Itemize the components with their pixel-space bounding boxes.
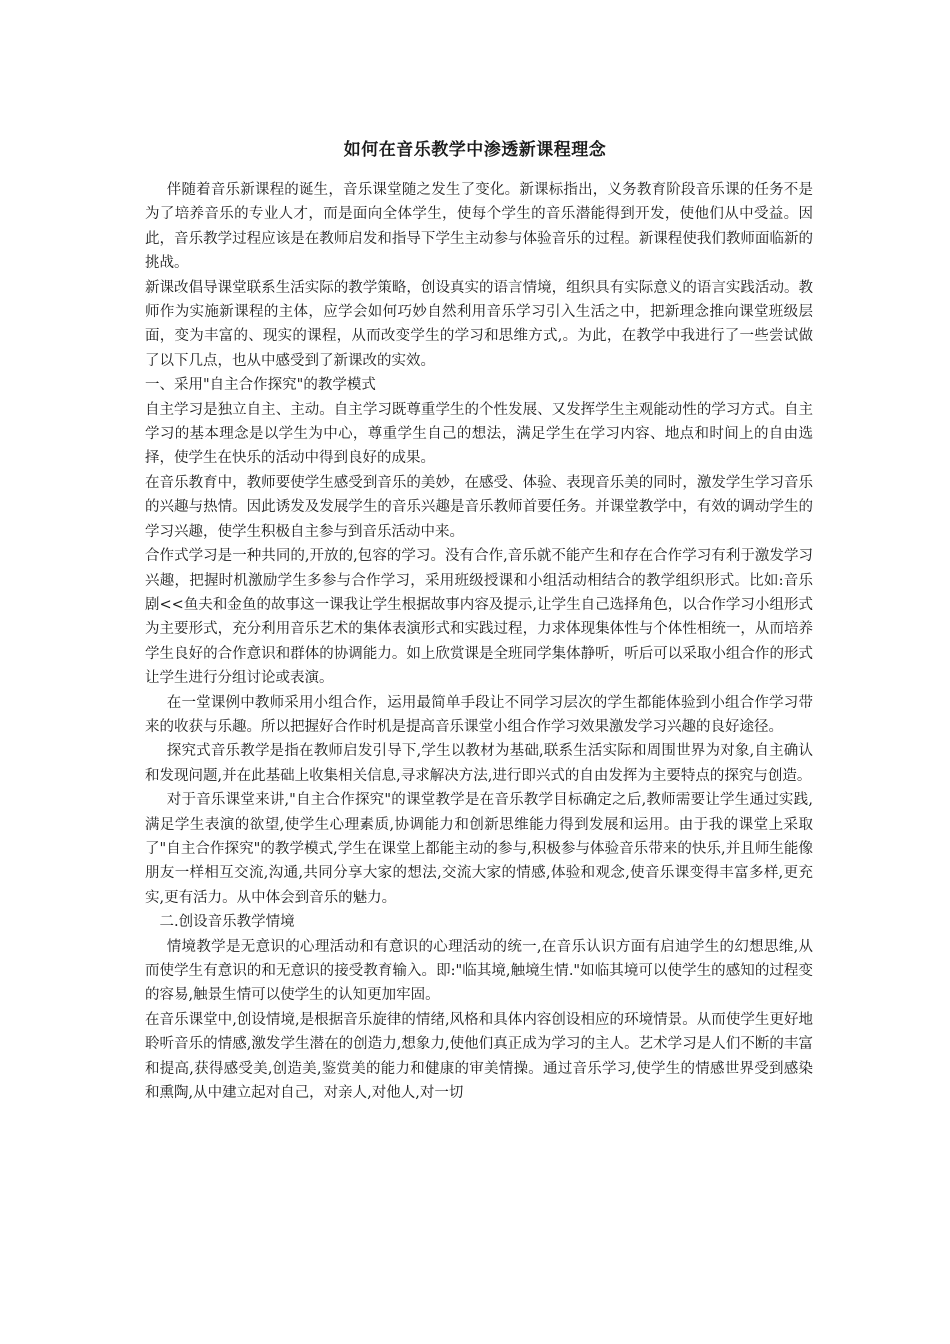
paragraph: 合作式学习是一种共同的,开放的,包容的学习。没有合作,音乐就不能产生和存在合作学习有利于激发学习兴趣，把握时机激励学生多参与合作学习，采用班级授课和小组活动相结合的教学组织形式。比如:音乐剧<<鱼夫和金鱼的故事这一课我让学生根据故事内容及提示,让学生自己选择角色，以合作学习小组形式为主要形式，充分利用音乐艺术的集体表演形式和实践过程，力求体现集体性与个体性相统一，从而培养学生良好的合作意识和群体的协调能力。如上欣赏课是全班同学集体静听，听后可以采取小组合作的形式让学生进行分组讨论或表演。 — [145, 548, 813, 687]
paragraph: 探究式音乐教学是指在教师启发引导下,学生以教材为基础,联系生活实际和周围世界为对象,自主确认和发现问题,并在此基础上收集相关信息,寻求解决方法,进行即兴式的自由发挥为主要特点的探究与创造。 — [145, 743, 813, 784]
document-body — [145, 178, 813, 1105]
document-title: 如何在音乐教学中渗透新课程理念 — [343, 140, 607, 160]
paragraph: 自主学习是独立自主、主动。自主学习既尊重学生的个性发展、又发挥学生主观能动性的学习方式。自主学习的基本理念是以学生为中心，尊重学生自己的想法，满足学生在学习内容、地点和时间上的自由选择，使学生在快乐的活动中得到良好的成果。 — [145, 401, 813, 467]
paragraph: 对于音乐课堂来讲,"自主合作探究"的课堂教学是在音乐教学目标确定之后,教师需要让学生通过实践,满足学生表演的欲望,使学生心理素质,协调能力和创新思维能力得到发展和运用。由于我的课堂上采取了"自主合作探究"的教学模式,学生在课堂上都能主动的参与,积极参与体验音乐带来的快乐,并且师生能像朋友一样相互交流,沟通,共同分享大家的想法,交流大家的情感,体验和观念,使音乐课变得丰富多样,更充实,更有活力。从中体会到音乐的魅力。 — [145, 792, 813, 906]
paragraph: 情境教学是无意识的心理活动和有意识的心理活动的统一,在音乐认识方面有启迪学生的幻想思维,从而使学生有意识的和无意识的接受教育输入。即:"临其境,触境生情."如临其境可以使学生的感知的过程变的容易,触景生情可以使学生的认知更加牢固。 — [145, 938, 813, 1004]
paragraph: 伴随着音乐新课程的诞生，音乐课堂随之发生了变化。新课标指出，义务教育阶段音乐课的任务不是为了培养音乐的专业人才，而是面向全体学生，使每个学生的音乐潜能得到开发，使他们从中受益。因此，音乐教学过程应该是在教师启发和指导下学生主动参与体验音乐的过程。新课程使我们教师面临新的挑战。 — [145, 182, 813, 272]
section-heading: 一、采用"自主合作探究"的教学模式 — [145, 377, 376, 394]
paragraph: 在音乐教育中，教师要使学生感受到音乐的美妙，在感受、体验、表现音乐美的同时，激发学生学习音乐的兴趣与热情。因此诱发及发展学生的音乐兴趣是音乐教师首要任务。并课堂教学中，有效的调动学生的学习兴趣，使学生积极自主参与到音乐活动中来。 — [145, 474, 813, 540]
section-heading: 二.创设音乐教学情境 — [159, 914, 295, 931]
paragraph: 在音乐课堂中,创设情境,是根据音乐旋律的情绪,风格和具体内容创设相应的环境情景。从而使学生更好地聆听音乐的情感,激发学生潜在的创造力,想象力,使他们真正成为学习的主人。艺术学习是人们不断的丰富和提高,获得感受美,创造美,鉴赏美的能力和健康的审美情操。通过音乐学习,使学生的情感世界受到感染和熏陶,从中建立起对自己，对亲人,对他人,对一切 — [145, 1011, 813, 1102]
paragraph: 新课改倡导课堂联系生活实际的教学策略，创设真实的语言情境，组织具有实际意义的语言实践活动。教师作为实施新课程的主体，应学会如何巧妙自然利用音乐学习引入生活之中，把新理念推向课堂班级层面，变为丰富的、现实的课程，从而改变学生的学习和思维方式,。为此，在教学中我进行了一些尝试做了以下几点，也从中感受到了新课改的实效。 — [145, 279, 813, 369]
paragraph: 在一堂课例中教师采用小组合作，运用最简单手段让不同学习层次的学生都能体验到小组合作学习带来的收获与乐趣。所以把握好合作时机是提高音乐课堂小组合作学习效果激发学习兴趣的良好途径。 — [145, 694, 813, 735]
